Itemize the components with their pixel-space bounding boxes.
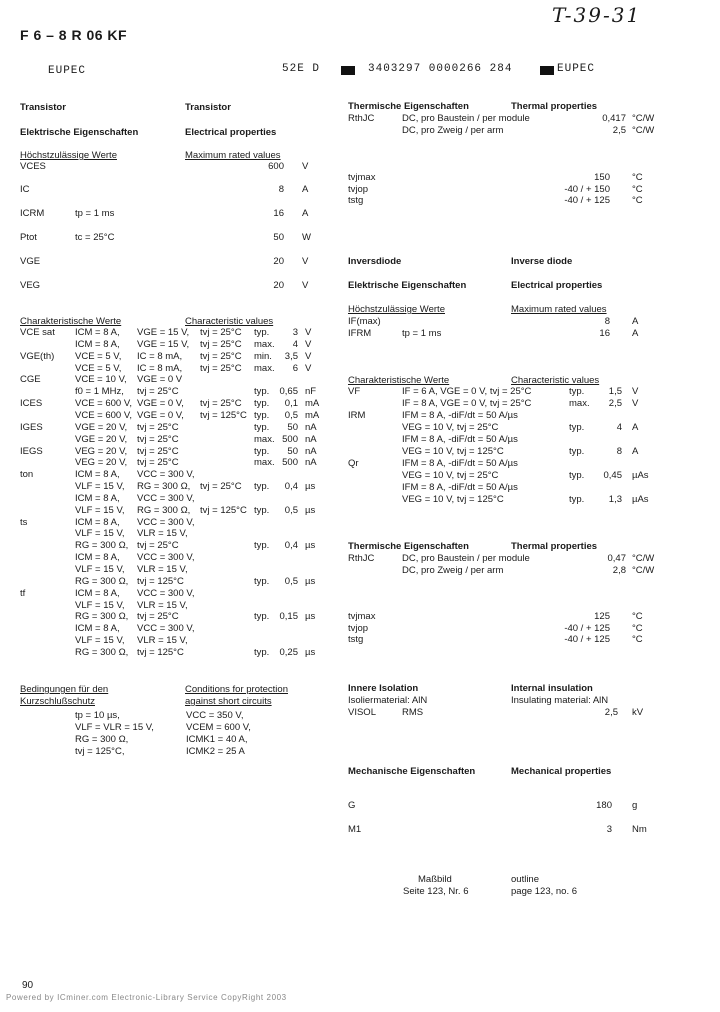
outline-page-en: page 123, no. 6 xyxy=(511,886,578,897)
char-value: 500 xyxy=(282,457,298,469)
code-brand: EUPEC xyxy=(557,63,596,75)
char-condition-2: VGE = 0 V, xyxy=(137,409,184,421)
char-unit: µs xyxy=(305,575,316,587)
char-value: 0,15 xyxy=(279,611,298,623)
char-qualifier: typ. xyxy=(254,611,270,623)
diode-char-condition: VEG = 10 V, tvj = 25°C xyxy=(402,470,499,481)
diode-char-qualifier: typ. xyxy=(569,422,585,433)
diode-char-value: 2,5 xyxy=(608,398,622,409)
char-heading-de: Charakteristische Werte xyxy=(20,316,122,327)
char-value: 3 xyxy=(292,327,298,338)
char-qualifier: typ. xyxy=(254,575,270,587)
char-condition-2: tvj = 25°C xyxy=(137,457,179,469)
char-unit: V xyxy=(305,338,312,350)
char-condition-1: f0 = 1 MHz, xyxy=(75,386,124,398)
max-rated-heading-de: Höchstzulässige Werte xyxy=(20,150,117,161)
thermal-condition: DC, pro Baustein / per module xyxy=(402,553,530,564)
code-prefix: 52E D xyxy=(282,63,321,75)
diode-char-condition: IF = 6 A, VGE = 0 V, tvj = 25°C xyxy=(402,386,532,397)
diode-max-condition: tp = 1 ms xyxy=(402,328,442,339)
max-rated-unit: V xyxy=(302,161,309,172)
char-condition-2: tvj = 25°C xyxy=(137,433,179,445)
diode-max-value: 16 xyxy=(599,328,610,339)
char-heading-en: Characteristic values xyxy=(185,316,274,327)
char-condition-2: tvj = 25°C xyxy=(137,540,179,552)
char-condition-2: tvj = 125°C xyxy=(137,575,184,587)
diode-char-qualifier: max. xyxy=(569,398,590,409)
max-rated-value: 20 xyxy=(273,256,284,267)
char-condition-2: VCC = 300 V, xyxy=(137,516,195,528)
max-rated-symbol: VEG xyxy=(20,280,41,291)
char-condition-1: VEG = 20 V, xyxy=(75,445,128,457)
char-qualifier: max. xyxy=(254,362,275,374)
mech-heading-en: Mechanical properties xyxy=(511,766,612,777)
diode-char-qualifier: typ. xyxy=(569,386,585,397)
max-rated-unit: V xyxy=(302,256,309,267)
diode-char-condition: IF = 8 A, VGE = 0 V, tvj = 25°C xyxy=(402,398,532,409)
short-condition-right: ICMK1 = 40 A, xyxy=(186,734,248,745)
thermal-heading-en: Thermal properties xyxy=(511,101,598,112)
char-condition-2: VLR = 15 V, xyxy=(137,635,188,647)
char-condition-2: VLR = 15 V, xyxy=(137,599,188,611)
temperature-symbol: tvjmax xyxy=(348,172,376,183)
char-symbol: ts xyxy=(20,516,28,528)
char-qualifier: min. xyxy=(254,350,272,362)
char-value: 0,4 xyxy=(284,481,298,493)
char-symbol: ICES xyxy=(20,398,43,410)
char-condition-1: ICM = 8 A, xyxy=(75,516,120,528)
char-condition-1: ICM = 8 A, xyxy=(75,492,120,504)
char-condition-1: VLF = 15 V, xyxy=(75,599,125,611)
diode-max-value: 8 xyxy=(604,316,610,327)
outline-label-en: outline xyxy=(511,874,539,885)
transistor-heading-de: Transistor xyxy=(20,102,66,113)
char-value: 0,1 xyxy=(284,398,298,410)
brand-logo: EUPEC xyxy=(48,65,87,77)
char-condition-1: VEG = 20 V, xyxy=(75,457,128,469)
char-symbol: ton xyxy=(20,469,34,481)
short-condition-right: VCEM = 600 V, xyxy=(186,722,251,733)
char-qualifier: typ. xyxy=(254,327,270,338)
char-value: 50 xyxy=(287,421,298,433)
char-condition-3: tvj = 25°C xyxy=(200,398,242,410)
max-rated-symbol: VGE xyxy=(20,256,41,267)
char-condition-1: ICM = 8 A, xyxy=(75,552,120,564)
char-condition-2: tvj = 25°C xyxy=(137,611,179,623)
transistor-heading-en: Transistor xyxy=(185,102,231,113)
diode-char-condition: IFM = 8 A, -diF/dt = 50 A/µs xyxy=(402,410,518,421)
char-value: 500 xyxy=(282,433,298,445)
temperature-unit: °C xyxy=(632,183,643,195)
diode-max-unit: A xyxy=(632,316,639,327)
char-condition-1: RG = 300 Ω, xyxy=(75,540,129,552)
mech-value: 3 xyxy=(606,824,612,835)
max-rated-unit: A xyxy=(302,208,309,219)
char-condition-1: VCE = 5 V, xyxy=(75,362,122,374)
max-rated-value: 20 xyxy=(273,280,284,291)
char-value: 0,5 xyxy=(284,504,298,516)
short-condition-left: tvj = 125°C, xyxy=(75,746,125,757)
barcode-block-icon xyxy=(540,66,554,75)
diode-char-condition: VEG = 10 V, tvj = 25°C xyxy=(402,422,499,433)
char-symbol: CGE xyxy=(20,374,41,386)
diode-char-qualifier: typ. xyxy=(569,446,585,457)
char-condition-2: VGE = 0 V xyxy=(137,374,183,386)
char-unit: mA xyxy=(305,409,320,421)
diode-char-qualifier: typ. xyxy=(569,494,585,505)
page-number: 90 xyxy=(22,980,34,991)
insulation-heading-de: Innere Isolation xyxy=(348,683,419,694)
temperature-unit: °C xyxy=(632,195,643,206)
char-unit: µs xyxy=(305,504,316,516)
diode-char-unit: V xyxy=(632,386,639,397)
thermal-unit: °C/W xyxy=(632,113,655,124)
char-unit: V xyxy=(305,327,312,338)
char-condition-1: VGE = 20 V, xyxy=(75,421,128,433)
diode-char-heading-en: Characteristic values xyxy=(511,375,600,386)
diode-char-value: 1,3 xyxy=(608,494,622,505)
char-qualifier: max. xyxy=(254,457,275,469)
max-rated-symbol: Ptot xyxy=(20,232,37,243)
insulation-material-en: Insulating material: AlN xyxy=(511,695,609,706)
diode-char-symbol: IRM xyxy=(348,410,366,421)
char-condition-1: VLF = 15 V, xyxy=(75,481,125,493)
char-value: 0,4 xyxy=(284,540,298,552)
visol-condition: RMS xyxy=(402,707,424,718)
max-rated-value: 600 xyxy=(268,161,284,172)
char-condition-1: VLF = 15 V, xyxy=(75,635,125,647)
char-condition-2: IC = 8 mA, xyxy=(137,350,183,362)
insulation-heading-en: Internal insulation xyxy=(511,683,593,694)
temperature-unit: °C xyxy=(632,634,643,645)
char-condition-2: VCC = 300 V, xyxy=(137,587,195,599)
char-value: 0,5 xyxy=(284,409,298,421)
diode-char-unit: A xyxy=(632,422,639,433)
diode-char-symbol: VF xyxy=(348,386,361,397)
short-condition-right: ICMK2 = 25 A xyxy=(186,746,245,757)
temperature-symbol: tvjop xyxy=(348,622,369,634)
char-qualifier: typ. xyxy=(254,398,270,410)
thermal-condition: DC, pro Zweig / per arm xyxy=(402,565,504,576)
char-condition-3: tvj = 25°C xyxy=(200,481,242,493)
mech-unit: g xyxy=(632,800,638,811)
char-unit: nA xyxy=(305,457,317,469)
temperature-symbol: tvjmax xyxy=(348,611,376,622)
diode-elec-heading-de: Elektrische Eigenschaften xyxy=(348,280,467,291)
barcode-block-icon xyxy=(341,66,355,75)
char-condition-2: VCC = 300 V, xyxy=(137,552,195,564)
char-condition-1: VCE = 10 V, xyxy=(75,374,127,386)
diode-elec-heading-en: Electrical properties xyxy=(511,280,603,291)
diode-max-heading-de: Höchstzulässige Werte xyxy=(348,304,445,315)
thermal-heading-de: Thermische Eigenschaften xyxy=(348,101,469,112)
max-rated-symbol: IC xyxy=(20,184,30,195)
thermal-value: 0,417 xyxy=(602,113,626,124)
char-qualifier: typ. xyxy=(254,481,270,493)
diode-max-symbol: IFRM xyxy=(348,328,372,339)
thermal2-heading-en: Thermal properties xyxy=(511,541,598,552)
thermal-symbol: RthJC xyxy=(348,553,375,564)
char-unit: µs xyxy=(305,481,316,493)
char-value: 4 xyxy=(292,338,298,350)
diode-char-qualifier: typ. xyxy=(569,470,585,481)
char-value: 50 xyxy=(287,445,298,457)
diode-char-unit: A xyxy=(632,446,639,457)
char-condition-1: VLF = 15 V, xyxy=(75,504,125,516)
char-condition-2: IC = 8 mA, xyxy=(137,362,183,374)
char-unit: µs xyxy=(305,540,316,552)
diode-heading-de: Inversdiode xyxy=(348,256,402,267)
mech-unit: Nm xyxy=(632,824,647,835)
diode-char-value: 0,45 xyxy=(603,470,622,481)
char-condition-2: VGE = 15 V, xyxy=(137,327,190,338)
char-condition-2: VLR = 15 V, xyxy=(137,564,188,575)
diode-char-condition: IFM = 8 A, -diF/dt = 50 A/µs xyxy=(402,434,518,445)
thermal-value: 0,47 xyxy=(607,553,626,564)
char-unit: V xyxy=(305,362,312,374)
visol-symbol: VISOL xyxy=(348,707,376,718)
char-condition-2: tvj = 25°C xyxy=(137,445,179,457)
outline-page-de: Seite 123, Nr. 6 xyxy=(403,886,469,897)
temperature-value: -40 / + 125 xyxy=(564,634,610,645)
char-condition-1: RG = 300 Ω, xyxy=(75,575,129,587)
char-condition-3: tvj = 125°C xyxy=(200,504,247,516)
char-symbol: VGE(th) xyxy=(20,350,55,362)
mech-symbol: G xyxy=(348,800,356,811)
char-unit: nA xyxy=(305,445,317,457)
char-condition-2: tvj = 125°C xyxy=(137,646,184,658)
short-heading-en-1: Conditions for protection xyxy=(185,684,288,695)
mech-heading-de: Mechanische Eigenschaften xyxy=(348,766,476,777)
thermal2-heading-de: Thermische Eigenschaften xyxy=(348,541,469,552)
thermal-unit: °C/W xyxy=(632,125,655,136)
char-condition-1: VCE = 5 V, xyxy=(75,350,122,362)
diode-char-value: 8 xyxy=(616,446,622,457)
thermal-unit: °C/W xyxy=(632,553,655,564)
char-condition-2: RG = 300 Ω, xyxy=(137,481,191,493)
char-condition-2: VGE = 0 V, xyxy=(137,398,184,410)
short-condition-left: tp = 10 µs, xyxy=(75,710,120,721)
char-condition-2: VLR = 15 V, xyxy=(137,528,188,540)
char-condition-1: ICM = 8 A, xyxy=(75,338,120,350)
diode-max-unit: A xyxy=(632,328,639,339)
temperature-symbol: tstg xyxy=(348,195,364,206)
part-number: F 6 – 8 R 06 KF xyxy=(20,27,128,43)
char-value: 0,65 xyxy=(279,386,298,398)
thermal-symbol: RthJC xyxy=(348,113,375,124)
diode-char-unit: V xyxy=(632,398,639,409)
temperature-unit: °C xyxy=(632,611,643,622)
char-condition-3: tvj = 25°C xyxy=(200,338,242,350)
char-symbol: VCE sat xyxy=(20,327,55,338)
char-condition-1: VLF = 15 V, xyxy=(75,564,125,575)
temperature-unit: °C xyxy=(632,172,643,183)
char-condition-2: tvj = 25°C xyxy=(137,421,179,433)
thermal-condition: DC, pro Zweig / per arm xyxy=(402,125,504,136)
char-unit: nA xyxy=(305,421,317,433)
char-condition-1: VGE = 20 V, xyxy=(75,433,128,445)
diode-char-condition: VEG = 10 V, tvj = 125°C xyxy=(402,494,504,505)
char-condition-2: tvj = 25°C xyxy=(137,386,179,398)
char-condition-1: RG = 300 Ω, xyxy=(75,646,129,658)
diode-char-unit: µAs xyxy=(632,494,649,505)
char-qualifier: typ. xyxy=(254,421,270,433)
max-rated-heading-en: Maximum rated values xyxy=(185,150,281,161)
max-rated-unit: A xyxy=(302,184,309,195)
char-value: 6 xyxy=(292,362,298,374)
short-heading-de-2: Kurzschlußschutz xyxy=(20,696,95,707)
char-condition-3: tvj = 25°C xyxy=(200,350,242,362)
max-rated-symbol: VCES xyxy=(20,161,46,172)
thermal-value: 2,5 xyxy=(612,125,626,136)
char-qualifier: typ. xyxy=(254,540,270,552)
temperature-value: -40 / + 125 xyxy=(564,195,610,206)
insulation-material-de: Isoliermaterial: AlN xyxy=(348,695,428,706)
temperature-value: -40 / + 150 xyxy=(564,183,610,195)
diode-char-condition: IFM = 8 A, -diF/dt = 50 A/µs xyxy=(402,482,518,493)
char-qualifier: typ. xyxy=(254,409,270,421)
max-rated-value: 8 xyxy=(278,184,284,195)
temperature-symbol: tvjop xyxy=(348,183,369,195)
short-condition-left: RG = 300 Ω, xyxy=(75,734,129,745)
thermal-value: 2,8 xyxy=(612,565,626,576)
elec-heading-de: Elektrische Eigenschaften xyxy=(20,127,139,138)
max-rated-condition: tc = 25°C xyxy=(75,232,115,243)
mech-symbol: M1 xyxy=(348,824,362,835)
char-condition-1: ICM = 8 A, xyxy=(75,623,120,635)
char-qualifier: typ. xyxy=(254,386,270,398)
char-unit: µs xyxy=(305,611,316,623)
elec-heading-en: Electrical properties xyxy=(185,127,277,138)
char-condition-3: tvj = 25°C xyxy=(200,327,242,338)
thermal-unit: °C/W xyxy=(632,565,655,576)
diode-char-value: 4 xyxy=(616,422,622,433)
max-rated-value: 50 xyxy=(273,232,284,243)
handwritten-reference: T-39-31 xyxy=(552,3,642,27)
max-rated-condition: tp = 1 ms xyxy=(75,208,115,219)
char-qualifier: max. xyxy=(254,338,275,350)
char-condition-1: ICM = 8 A, xyxy=(75,587,120,599)
diode-char-condition: IFM = 8 A, -diF/dt = 50 A/µs xyxy=(402,458,518,469)
char-value: 0,25 xyxy=(279,646,298,658)
temperature-value: 150 xyxy=(594,172,610,183)
short-heading-de-1: Bedingungen für den xyxy=(20,684,109,695)
char-condition-1: ICM = 8 A, xyxy=(75,469,120,481)
char-condition-2: VGE = 15 V, xyxy=(137,338,190,350)
visol-unit: kV xyxy=(632,707,644,718)
char-unit: nF xyxy=(305,386,317,398)
char-value: 0,5 xyxy=(284,575,298,587)
max-rated-unit: W xyxy=(302,232,311,243)
char-condition-2: VCC = 300 V, xyxy=(137,469,195,481)
max-rated-symbol: ICRM xyxy=(20,208,45,219)
char-condition-3: tvj = 125°C xyxy=(200,409,247,421)
char-qualifier: max. xyxy=(254,433,275,445)
temperature-symbol: tstg xyxy=(348,634,364,645)
char-condition-1: VCE = 600 V, xyxy=(75,398,132,410)
diode-max-heading-en: Maximum rated values xyxy=(511,304,607,315)
char-condition-1: ICM = 8 A, xyxy=(75,327,120,338)
char-condition-1: VCE = 600 V, xyxy=(75,409,132,421)
char-value: 3,5 xyxy=(284,350,298,362)
outline-label-de: Maßbild xyxy=(418,874,452,885)
char-unit: nA xyxy=(305,433,317,445)
char-unit: mA xyxy=(305,398,320,410)
char-qualifier: typ. xyxy=(254,646,270,658)
diode-char-symbol: Qr xyxy=(348,458,359,469)
short-condition-left: VLF = VLR = 15 V, xyxy=(75,722,154,733)
char-condition-1: VLF = 15 V, xyxy=(75,528,125,540)
char-qualifier: typ. xyxy=(254,445,270,457)
scan-watermark: Powered by ICminer.com Electronic-Library Service CopyRight 2003 xyxy=(6,993,287,1002)
char-condition-2: VCC = 300 V, xyxy=(137,623,195,635)
diode-heading-en: Inverse diode xyxy=(511,256,573,267)
max-rated-value: 16 xyxy=(273,208,284,219)
char-unit: µs xyxy=(305,646,316,658)
mech-value: 180 xyxy=(596,800,612,811)
short-heading-en-2: against short circuits xyxy=(185,696,272,707)
char-condition-2: RG = 300 Ω, xyxy=(137,504,191,516)
diode-char-heading-de: Charakteristische Werte xyxy=(348,375,450,386)
char-symbol: tf xyxy=(20,587,26,599)
temperature-unit: °C xyxy=(632,622,643,634)
thermal-condition: DC, pro Baustein / per module xyxy=(402,113,530,124)
char-condition-1: RG = 300 Ω, xyxy=(75,611,129,623)
short-condition-right: VCC = 350 V, xyxy=(186,710,244,721)
temperature-value: -40 / + 125 xyxy=(564,622,610,634)
char-condition-2: VCC = 300 V, xyxy=(137,492,195,504)
diode-char-value: 1,5 xyxy=(608,386,622,397)
diode-char-unit: µAs xyxy=(632,470,649,481)
diode-char-condition: VEG = 10 V, tvj = 125°C xyxy=(402,446,504,457)
max-rated-unit: V xyxy=(302,280,309,291)
char-unit: V xyxy=(305,350,312,362)
char-symbol: IGES xyxy=(20,421,43,433)
diode-max-symbol: IF(max) xyxy=(348,316,381,327)
temperature-value: 125 xyxy=(594,611,610,622)
char-symbol: IEGS xyxy=(20,445,43,457)
char-condition-3: tvj = 25°C xyxy=(200,362,242,374)
code-number: 3403297 0000266 284 xyxy=(368,63,513,75)
visol-value: 2,5 xyxy=(604,707,618,718)
char-qualifier: typ. xyxy=(254,504,270,516)
